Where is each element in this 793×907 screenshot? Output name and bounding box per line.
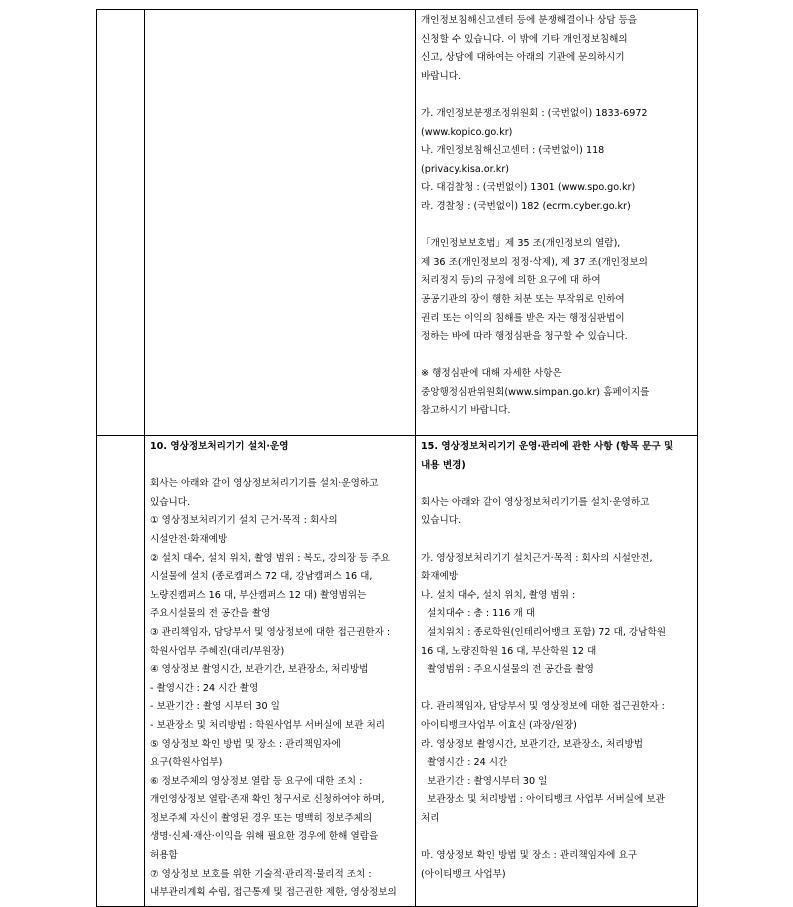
text-line: 15. 영상정보처리기기 운영·관리에 관한 사항 (항목 문구 및	[421, 441, 674, 452]
text-line: 마. 영상정보 확인 방법 및 장소 : 관리책임자에 요구	[421, 850, 638, 862]
section-15-body	[421, 475, 697, 884]
text-line: 화재예방	[421, 571, 459, 583]
text-line: 요구(학원사업부)	[150, 757, 223, 769]
text-line: 설치위치 : 종로학원(인테리어뱅크 포함) 72 대, 강남학원	[421, 626, 666, 638]
text-line: 라. 경찰청 : (국번없이) 182 (ecrm.cyber.go.kr)	[421, 200, 631, 212]
text-line	[421, 531, 697, 550]
text-line	[150, 457, 415, 476]
text-line: 시설안전·화재예방	[150, 533, 228, 545]
text-line: 정보주체 자신이 촬영된 경우 또는 명백히 정보주체의	[150, 812, 373, 824]
text-line: 제 36 조(개인정보의 정정·삭제), 제 37 조(개인정보의	[421, 256, 648, 268]
section-15-heading	[421, 438, 697, 475]
text-line: 라. 영상정보 촬영시간, 보관기간, 보관장소, 처리방법	[421, 738, 644, 750]
text-line: 학원사업부 주혜진(대리/부원장)	[150, 645, 285, 657]
text-line: (privacy.kisa.or.kr)	[421, 163, 510, 175]
text-line: 가. 영상정보처리기기 설치근거·목적 : 회사의 시설안전,	[421, 552, 653, 564]
text-line: - 보관장소 및 처리방법 : 학원사업부 서버실에 보관 처리	[150, 719, 385, 731]
table-row	[97, 436, 698, 907]
text-line: ※ 행정심판에 대해 자세한 사항은	[421, 368, 562, 380]
text-line: 설치대수 : 총 : 116 개 대	[421, 608, 536, 620]
text-line: 시설물에 설치 (종로캠퍼스 72 대, 강남캠퍼스 16 대,	[150, 571, 373, 583]
text-line: 있습니다.	[150, 496, 191, 508]
empty-left-cell	[145, 10, 416, 436]
text-line	[421, 475, 697, 494]
text-line	[421, 217, 697, 236]
text-line	[421, 86, 697, 105]
text-line: ③ 관리책임자, 담당부서 및 영상정보에 대한 접근권한자 :	[150, 626, 391, 638]
text-line: 처리	[421, 812, 440, 824]
text-line: 주요시설물의 전 공간을 촬영	[150, 608, 271, 620]
text-line: 신고, 상담에 대하여는 아래의 기관에 문의하시기	[421, 52, 625, 64]
section-10-body	[150, 457, 415, 903]
text-line: 노량진캠퍼스 16 대, 부산캠퍼스 12 대) 촬영범위는	[150, 589, 367, 601]
document-table	[96, 9, 698, 907]
section-10-heading: 10. 영상정보처리기기 설치·운영	[150, 441, 289, 452]
text-line: 다. 대검찰청 : (국번없이) 1301 (www.spo.go.kr)	[421, 182, 636, 194]
text-line	[421, 680, 697, 699]
text-line: 개인정보침해신고센터 등에 분쟁해결이나 상담 등을	[421, 15, 638, 26]
text-line: 개인영상정보 열람·존재 확인 청구서로 신청하여야 하며,	[150, 794, 385, 806]
upper-right-text	[421, 10, 697, 421]
text-line: 나. 설치 대수, 설치 위치, 촬영 범위 :	[421, 589, 576, 601]
text-line: 16 대, 노량진학원 16 대, 부산학원 12 대	[421, 645, 597, 657]
text-line: 가. 개인정보분쟁조정위원회 : (국번없이) 1833-6972	[421, 107, 648, 119]
text-line: 아이티뱅크사업부 이효신 (과장/원장)	[421, 719, 577, 731]
text-line: 바랍니다.	[421, 70, 462, 82]
text-line: - 촬영시간 : 24 시간 촬영	[150, 682, 259, 694]
text-line: 공공기관의 장이 행한 처분 또는 부작위로 인하여	[421, 293, 625, 305]
text-line: 참고하시기 바랍니다.	[421, 405, 511, 417]
text-line: 허용함	[150, 850, 178, 862]
lower-right-cell	[416, 436, 698, 907]
upper-right-cell	[416, 10, 698, 436]
text-line: ④ 영상정보 촬영시간, 보관기간, 보관장소, 처리방법	[150, 664, 369, 676]
text-line: 촬영시간 : 24 시간	[421, 757, 508, 769]
text-line: 내용 변경)	[421, 459, 466, 471]
text-line: ① 영상정보처리기기 설치 근거·목적 : 회사의	[150, 515, 338, 527]
text-line: ② 설치 대수, 설치 위치, 촬영 범위 : 복도, 강의장 등 주요	[150, 552, 390, 564]
text-line: 보관기간 : 촬영시부터 30 일	[421, 775, 548, 787]
lower-left-cell	[145, 436, 416, 907]
text-line: 「개인정보보호법」제 35 조(개인정보의 열람),	[421, 238, 621, 250]
text-line: 정하는 바에 따라 행정심판을 청구할 수 있습니다.	[421, 331, 628, 343]
index-cell	[97, 10, 145, 436]
text-line: 내부관리계획 수립, 접근통제 및 접근권한 제한, 영상정보의	[150, 887, 397, 899]
text-line: (아이티뱅크 사업부)	[421, 868, 506, 880]
table-row	[97, 10, 698, 436]
text-line: ⑤ 영상정보 확인 방법 및 장소 : 관리책임자에	[150, 738, 341, 750]
text-line: 처리정지 등)의 규정에 의한 요구에 대 하여	[421, 275, 601, 287]
index-cell	[97, 436, 145, 907]
text-line	[421, 828, 697, 847]
text-line: 생명·신체·재산·이익을 위해 필요한 경우에 한해 열람을	[150, 831, 379, 843]
text-line: 있습니다.	[421, 515, 462, 527]
text-line: 회사는 아래와 같이 영상정보처리기기를 설치·운영하고	[421, 496, 650, 508]
text-line: 중앙행정심판위원회(www.simpan.go.kr) 홈페이지를	[421, 386, 650, 398]
text-line: 회사는 아래와 같이 영상정보처리기기를 설치·운영하고	[150, 478, 379, 490]
text-line: 나. 개인정보침해신고센터 : (국번없이) 118	[421, 145, 605, 157]
text-line: 보관장소 및 처리방법 : 아이티뱅크 사업부 서버실에 보관	[421, 794, 665, 806]
text-line: ⑥ 정보주체의 영상정보 열람 등 요구에 대한 조치 :	[150, 775, 363, 787]
text-line: - 보관기간 : 촬영 시부터 30 일	[150, 701, 280, 713]
text-line: (www.kopico.go.kr)	[421, 126, 513, 138]
text-line: 권리 또는 이익의 침해를 받은 자는 행정심판법이	[421, 312, 625, 324]
text-line: 촬영범위 : 주요시설물의 전 공간을 촬영	[421, 664, 594, 676]
text-line: 신청할 수 있습니다. 이 밖에 기타 개인정보침해의	[421, 33, 628, 45]
text-line: 다. 관리책임자, 담당부서 및 영상정보에 대한 접근권한자 :	[421, 701, 665, 713]
text-line	[421, 347, 697, 366]
text-line: ⑦ 영상정보 보호를 위한 기술적·관리적·물리적 조치 :	[150, 868, 372, 880]
